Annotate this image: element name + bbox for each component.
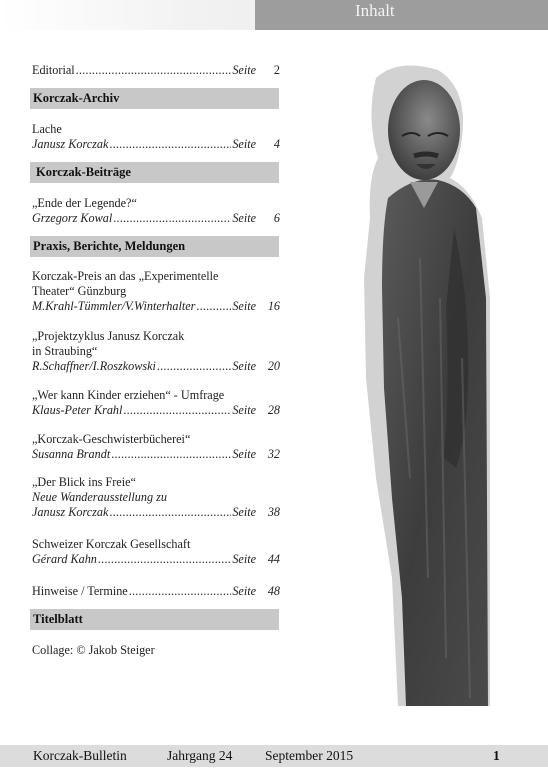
seite-label: Seite	[232, 584, 256, 598]
leader-dots	[157, 359, 231, 374]
leader-dots	[129, 584, 232, 599]
page-number: 6	[273, 211, 280, 225]
page-number: 48	[267, 584, 280, 598]
leader-dots	[111, 447, 231, 462]
entry-author: Grzegorz Kowal	[32, 211, 113, 225]
toc-entry-schweizer	[32, 537, 280, 567]
footer-volume: Jahrgang 24	[167, 748, 233, 763]
toc-entry-geschwister	[32, 432, 280, 462]
entry-author: Janusz Korczak	[32, 505, 109, 519]
section-titelblatt: Titelblatt	[30, 609, 279, 630]
leader-dots	[113, 211, 231, 226]
page-number: 16	[267, 299, 280, 313]
leader-dots	[76, 63, 232, 78]
entry-author: Klaus-Peter Krahl	[32, 403, 123, 417]
toc-entry-collage	[32, 643, 280, 658]
toc-entry-lache	[32, 122, 280, 152]
entry-subtitle: Neue Wanderausstellung zu	[32, 490, 167, 504]
entry-title: „Projektzyklus Janusz Korczak	[32, 329, 185, 343]
seite-label: Seite	[232, 505, 256, 519]
seite-label: Seite	[232, 137, 256, 151]
leader-dots	[109, 137, 231, 152]
leader-dots	[196, 299, 231, 314]
korczak-photo	[358, 58, 490, 706]
contents-tab: Inhalt	[255, 0, 548, 30]
entry-author: M.Krahl-Tümmler/V.Winterhalter	[32, 299, 196, 313]
page-number: 4	[273, 137, 280, 151]
entry-title: „Wer kann Kinder erziehen“ - Umfrage	[32, 388, 225, 402]
seite-label: Seite	[232, 552, 256, 566]
toc-entry-projekt	[32, 329, 280, 374]
entry-title: Korczak-Preis an das „Experimentelle	[32, 269, 219, 283]
seite-label: Seite	[232, 447, 256, 461]
entry-title-cont: in Straubing“	[32, 344, 98, 358]
entry-title: Lache	[32, 122, 62, 136]
entry-author: R.Schaffner/I.Roszkowski	[32, 359, 156, 373]
toc-entry-editorial	[32, 63, 280, 78]
leader-dots	[123, 403, 231, 418]
leader-dots	[98, 552, 231, 567]
page-number: 38	[267, 505, 280, 519]
footer-date: September 2015	[265, 748, 354, 763]
page-number: 44	[267, 552, 280, 566]
toc-entry-legende	[32, 196, 280, 226]
page-footer	[0, 745, 548, 767]
page-number: 2	[273, 63, 280, 77]
section-korczak-archiv: Korczak-Archiv	[30, 88, 279, 109]
seite-label: Seite	[232, 359, 256, 373]
entry-title: Schweizer Korczak Gesellschaft	[32, 537, 191, 551]
seite-label: Seite	[232, 211, 256, 225]
section-praxis: Praxis, Berichte, Meldungen	[30, 236, 279, 257]
seite-label: Seite	[232, 299, 256, 313]
toc-entry-blick	[32, 475, 280, 520]
entry-title: „Ende der Legende?“	[32, 196, 137, 210]
entry-title-cont: Theater“ Günzburg	[32, 284, 127, 298]
toc-entry-umfrage	[32, 388, 280, 418]
page-number: 32	[267, 447, 280, 461]
entry-title: „Korczak-Geschwisterbücherei“	[32, 432, 191, 446]
leader-dots	[109, 505, 231, 520]
entry-author: Susanna Brandt	[32, 447, 111, 461]
section-korczak-beitraege: Korczak-Beiträge	[30, 162, 279, 183]
footer-page-number: 1	[493, 748, 500, 763]
entry-author: Gérard Kahn	[32, 552, 97, 566]
entry-title: Hinweise / Termine	[32, 584, 128, 598]
entry-author: Janusz Korczak	[32, 137, 109, 151]
entry-title: „Der Blick ins Freie“	[32, 475, 136, 489]
footer-journal: Korczak-Bulletin	[33, 748, 127, 763]
page-number: 20	[267, 359, 280, 373]
toc-entry-hinweise	[32, 584, 280, 599]
seite-label: Seite	[232, 403, 256, 417]
toc-entry-preis	[32, 269, 280, 314]
page-number: 28	[267, 403, 280, 417]
entry-title: Editorial	[32, 63, 75, 77]
collage-credit: Collage: © Jakob Steiger	[32, 643, 155, 657]
seite-label: Seite	[232, 63, 256, 77]
